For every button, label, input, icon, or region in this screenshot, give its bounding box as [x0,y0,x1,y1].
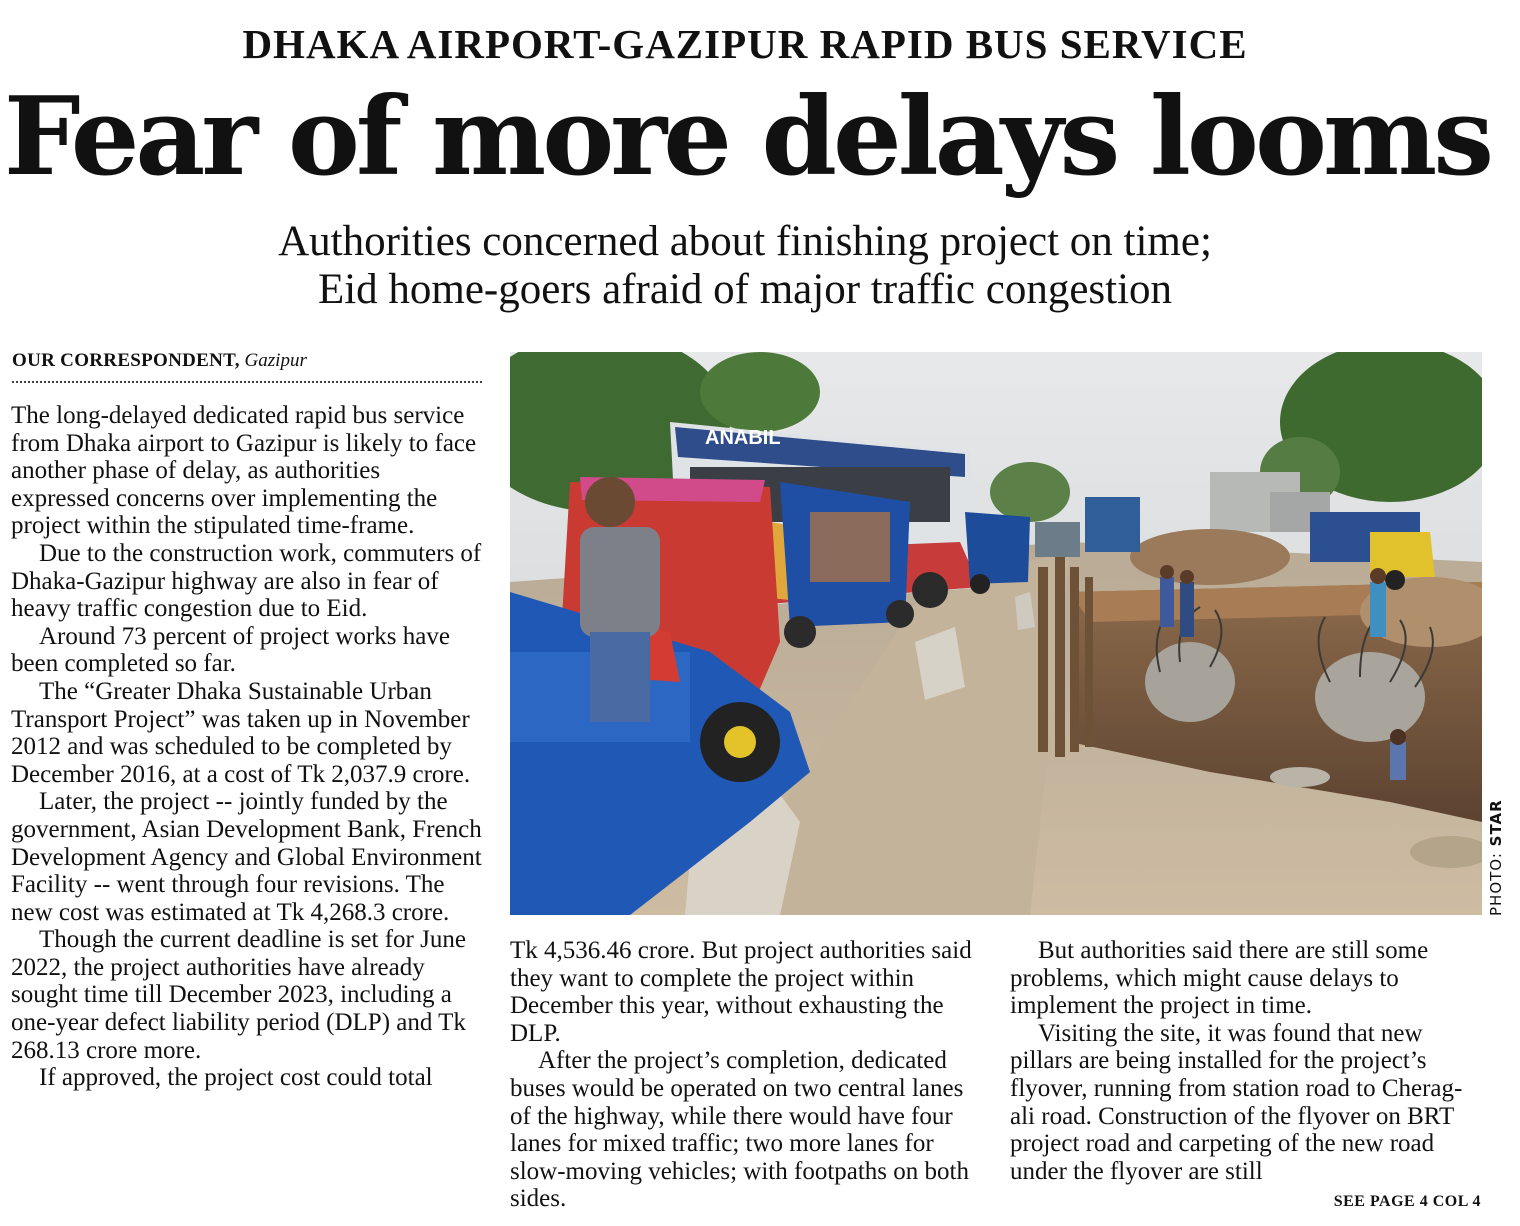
paragraph: Due to the construction work, commuters of Dhaka-Gazipur highway are also in fear of heavy traffic congestion due to Eid. [11,539,482,623]
byline-place: Gazipur [244,350,307,371]
headline: Fear of more delays looms [3,74,1491,200]
photo-credit-label: PHOTO: [1487,852,1505,916]
deck [0,218,1490,314]
column-3 [1010,937,1480,1185]
paragraph: Visiting the site, it was found that new pillars are being installed for the project’s flyover, running from station road to Cherag-ali road. Construction of the flyover on BRT project road and carpeting of the new road under the flyover are still [1010,1019,1463,1185]
paragraph: Tk 4,536.46 crore. But project authorities said they want to complete the project within December this year, without exhausting the DLP. [510,937,972,1047]
bus-sign: ANABIL [705,427,781,449]
paragraph: Later, the project -- jointly funded by the government, Asian Development Bank, French Development Agency and Global Environment Facility -- went through four revisions. The new cost was estimated at Tk 4,268.3 crore. [11,788,482,926]
byline [12,349,482,373]
paragraph: The long-delayed dedicated rapid bus service from Dhaka airport to Gazipur is likely to face another phase of delay, as authorities expressed concerns over implementing the project within the stipulated time-frame. [11,402,477,540]
byline-name: OUR CORRESPONDENT, [12,350,240,371]
column-1 [11,402,483,1092]
news-photo [510,352,1482,915]
paragraph: Though the current deadline is set for June 2022, the project authorities have already sought time till December 2023, including a one-year defect liability period (DLP) and Tk 268.13 crore more. [11,926,466,1064]
paragraph: The “Greater Dhaka Sustainable Urban Transport Project” was taken up in November 2012 and was scheduled to be completed by December 2016, at a cost of Tk 2,037.9 crore. [11,677,471,788]
column-2 [510,937,980,1213]
paragraph: Around 73 percent of project works have been completed so far. [11,622,450,678]
jump-line: SEE PAGE 4 COL 4 [1333,1193,1481,1210]
deck-line-2: Eid home-goers afraid of major traffic congestion [317,266,1173,313]
paragraph: After the project’s completion, dedicated buses would be operated on two central lanes of the highway, while there would have four lanes for mixed traffic; two more lanes for slow-moving vehicles; with footpaths on both sides. [510,1047,969,1213]
paragraph: If approved, the project cost could total [39,1064,433,1092]
byline-rule [12,381,482,383]
paragraph: But authorities said there are still some problems, which might cause delays to implement the project in time. [1010,937,1429,1020]
kicker: DHAKA AIRPORT-GAZIPUR RAPID BUS SERVICE [242,21,1248,67]
photo-credit-name: STAR [1487,799,1505,847]
deck-line-1: Authorities concerned about finishing project on time; [278,218,1212,265]
